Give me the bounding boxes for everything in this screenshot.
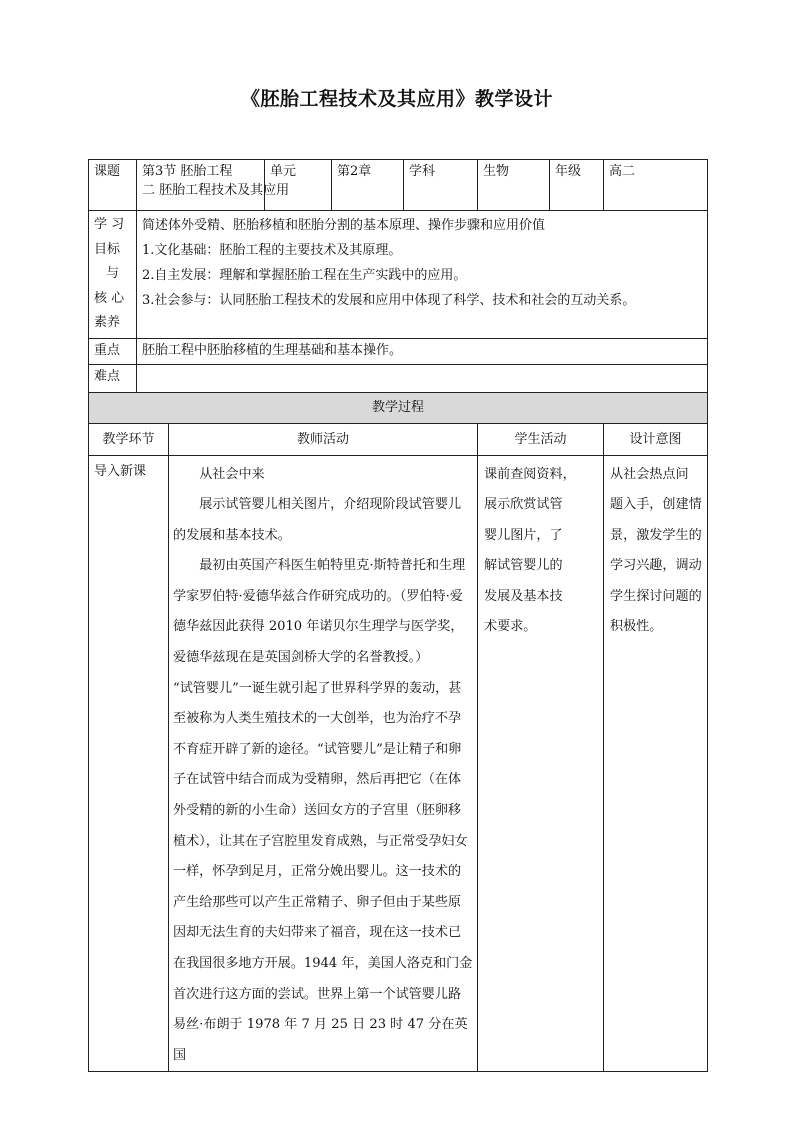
student-line: 发展及基本技 xyxy=(484,588,563,604)
column-header-teacher: 教师活动 xyxy=(169,423,478,455)
subject-label: 学科 xyxy=(404,160,478,211)
column-header-stage: 教学环节 xyxy=(89,423,169,455)
subject-value: 生物 xyxy=(478,160,550,211)
design-intent xyxy=(604,455,708,1072)
design-line: 从社会热点问 xyxy=(610,466,689,482)
key-point-value: 胚胎工程中胚胎移植的生理基础和基本操作。 xyxy=(137,338,708,364)
objectives-label xyxy=(89,211,137,339)
teacher-paragraph: 最初由英国产科医生帕特里克·斯特普托和生理学家罗伯特·爱德华兹合作研究成功的。（罗伯特·爱德华兹因此获得 2010 年诺贝尔生理学与医学奖，爱德华兹现在是英国剑桥大学的名誉教授。） xyxy=(173,558,466,666)
teacher-paragraph: “试管婴儿”一诞生就引起了世界科学界的轰动，甚至被称为人类生殖技术的一大创举，也为治疗不孕不育症开辟了新的途径。“试管婴儿”是让精子和卵子在试管中结合而成为受精卵，然后再把它（在体外受精的新的小生命）送回女方的子宫里（胚卵移植术），让其在子宫腔里发育成熟，与正常受孕妇女一样，怀孕到足月，正常分娩出婴儿。这一技术的产生给那些可以产生正常精子、卵子但由于某些原因却无法生育的夫妇带来了福音，现在这一技术已在我国很多地方开展。1944 年，美国人洛克和门金首次进行这方面的尝试。世界上第一个试管婴儿路易丝·布朗于 1978 年 7 月 25 日 23 时 47 分在英国 xyxy=(173,680,473,1063)
grade-label: 年级 xyxy=(550,160,604,211)
student-line: 婴儿图片，了 xyxy=(484,527,563,543)
design-line: 学习兴趣，调动 xyxy=(610,558,702,574)
objectives-label-line: 素养 xyxy=(94,315,121,330)
topic-line: 第3节 胚胎工程 xyxy=(142,164,233,179)
student-line: 解试管婴儿的 xyxy=(484,558,563,574)
objectives-label-line: 学 习 xyxy=(94,217,125,232)
student-line: 术要求。 xyxy=(484,619,537,635)
unit-label: 单元 xyxy=(265,160,332,211)
objectives-label-line: 目标 xyxy=(94,241,121,257)
difficulty-value xyxy=(137,364,708,392)
grade-value: 高二 xyxy=(604,160,708,211)
design-line: 题入手，创建情 xyxy=(610,497,702,513)
teacher-activity xyxy=(169,455,478,1072)
teacher-paragraph: 从社会中来 xyxy=(199,466,265,482)
lesson-plan-table xyxy=(88,159,708,1072)
design-line: 景，激发学生的 xyxy=(610,527,702,543)
column-header-student: 学生活动 xyxy=(478,423,604,455)
objectives-label-line: 与 xyxy=(105,266,119,281)
teacher-paragraph: 展示试管婴儿相关图片，介绍现阶段试管婴儿的发展和基本技术。 xyxy=(173,497,462,543)
objectives-content xyxy=(137,211,708,339)
objective-line: 3.社会参与：认同胚胎工程技术的发展和应用中体现了科学、技术和社会的互动关系。 xyxy=(142,293,636,308)
process-header: 教学过程 xyxy=(89,392,708,423)
document-title: 《胚胎工程技术及其应用》教学设计 xyxy=(240,88,553,110)
objective-line: 简述体外受精、胚胎移植和胚胎分割的基本原理、操作步骤和应用价值 xyxy=(142,218,546,233)
student-line: 课前查阅资料， xyxy=(484,466,576,482)
key-point-label: 重点 xyxy=(89,338,137,364)
student-line: 展示欣赏试管 xyxy=(484,497,563,513)
objective-line: 1.文化基础：胚胎工程的主要技术及其原理。 xyxy=(142,243,402,258)
design-line: 学生探讨问题的 xyxy=(610,588,702,604)
design-line: 积极性。 xyxy=(610,619,663,635)
column-header-design: 设计意图 xyxy=(604,423,708,455)
stage-cell: 导入新课 xyxy=(89,455,169,1072)
topic-line: 二 胚胎工程技术及其应用 xyxy=(142,183,290,198)
objectives-label-line: 核 心 xyxy=(94,290,125,306)
objective-line: 2.自主发展：理解和掌握胚胎工程在生产实践中的应用。 xyxy=(142,268,467,283)
student-activity xyxy=(478,455,604,1072)
unit-value: 第2章 xyxy=(332,160,404,211)
difficulty-label: 难点 xyxy=(89,364,137,392)
topic-label: 课题 xyxy=(89,160,137,211)
